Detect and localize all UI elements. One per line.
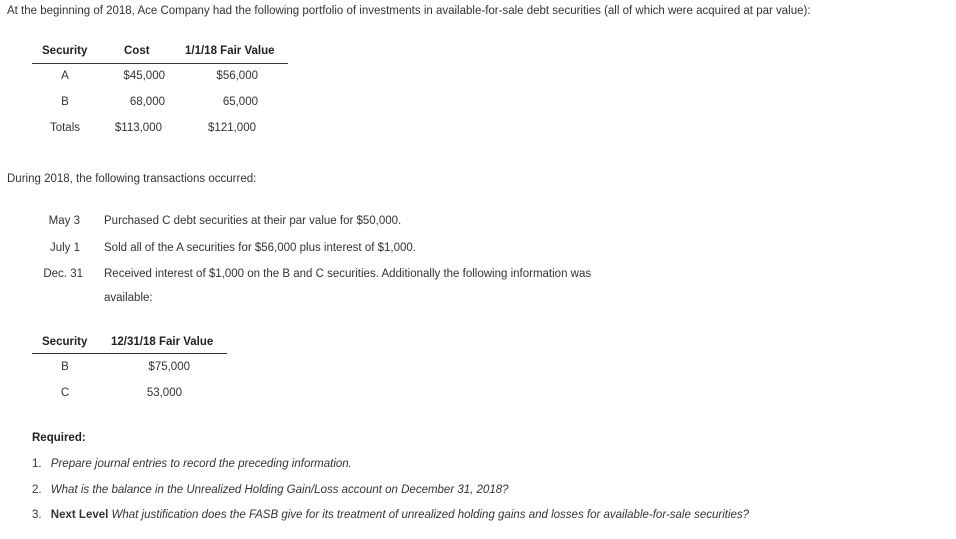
table1-cell: 68,000 [129,96,165,108]
transaction-text: Purchased C debt securities at their par value for $50,000. [104,215,402,227]
intro-text: At the beginning of 2018, Ace Company had the following portfolio of investments in available-for-sale debt securities (all of which were acquired at par value): [7,5,811,17]
required-item [32,509,749,521]
table2-cell: B [61,361,69,373]
table1-cell: $56,000 [216,70,258,82]
required-item-number: 1. [32,458,42,470]
transaction-text-continued: available: [104,292,153,304]
transaction-date: May 3 [48,215,80,227]
transaction-date: July 1 [49,242,80,254]
table2-cell: C [60,387,70,399]
table2-header-rule [32,353,227,354]
table1-cell: 65,000 [222,96,258,108]
table1-cell: Totals [49,122,81,134]
table2-cell: 53,000 [146,387,182,399]
table1-cell: $121,000 [208,122,256,134]
transaction-text: Received interest of $1,000 on the B and C securities. Additionally the following information was [104,268,592,280]
required-item-number: 3. [32,509,42,521]
table2-cell: $75,000 [148,361,190,373]
required-item-bold-label: Next Level [50,509,109,521]
transaction-text: Sold all of the A securities for $56,000 plus interest of $1,000. [104,242,416,254]
table1-header-cost: Cost [124,45,150,57]
required-item-number: 2. [32,484,42,496]
required-title: Required: [32,432,86,444]
table2-header-fair-value: 12/31/18 Fair Value [111,336,214,348]
table1-cell: A [61,70,69,82]
table1-header-fair-value: 1/1/18 Fair Value [185,45,275,57]
required-item-text: Prepare journal entries to record the preceding information. [50,458,352,470]
required-item-text: What is the balance in the Unrealized Holding Gain/Loss account on December 31, 2018? [50,484,509,496]
transaction-date: Dec. 31 [43,268,83,280]
table1-header-rule [32,63,288,64]
required-item-text: What justification does the FASB give for its treatment of unrealized holding gains and losses for available-for-sale securities? [108,509,750,521]
table1-cell: $45,000 [123,70,165,82]
transactions-intro: During 2018, the following transactions occurred: [7,173,257,185]
required-item [32,484,509,496]
required-item [32,458,352,470]
table1-header-security: Security [42,45,88,57]
table2-header-security: Security [42,336,88,348]
table1-cell: B [61,96,69,108]
table1-cell: $113,000 [114,122,162,134]
